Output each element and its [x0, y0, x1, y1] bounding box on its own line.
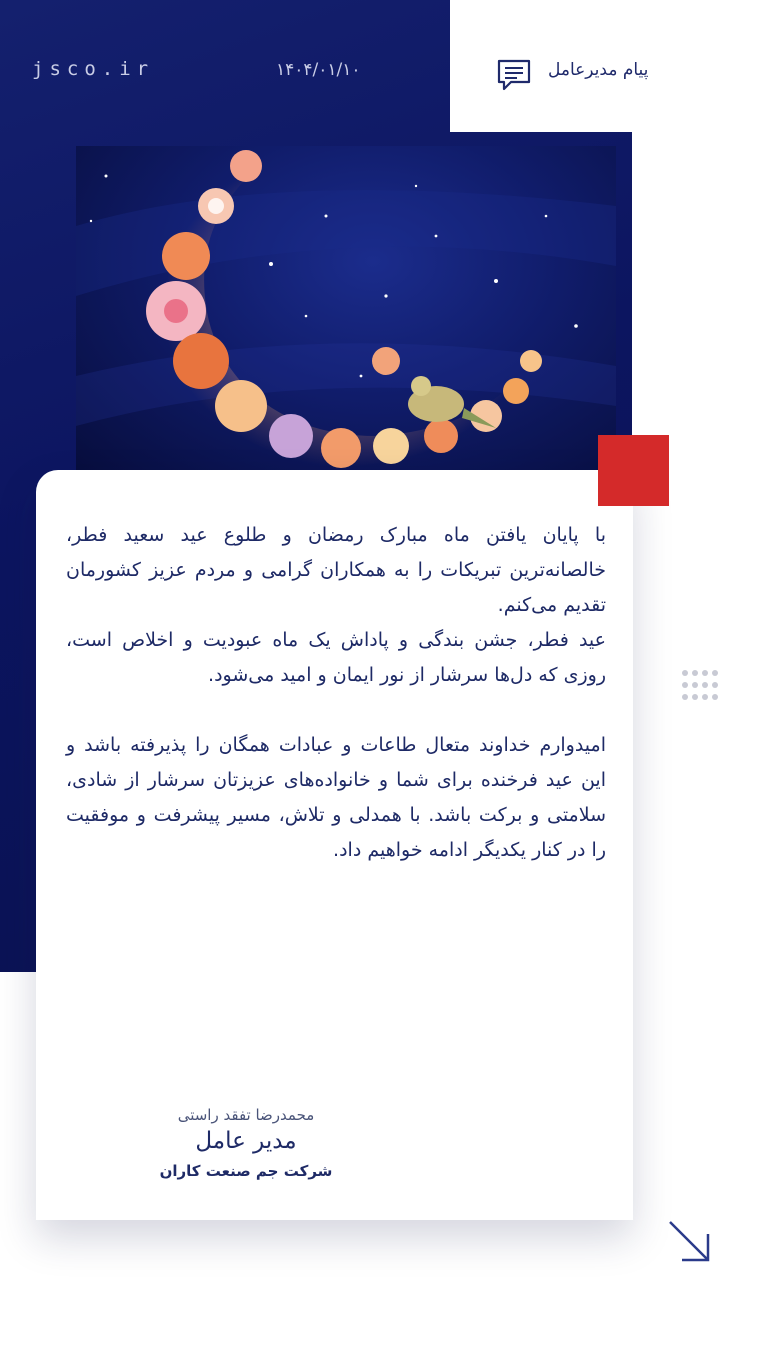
- signature-company: شرکت جم صنعت کاران: [159, 1162, 333, 1180]
- message-paragraph-1: با پایان یافتن ماه مبارک رمضان و طلوع عید سعید فطر، خالصانه‌ترین تبریکات را به همکاران گرامی و مردم عزیز کشورمان تقدیم می‌کنم.: [66, 524, 606, 616]
- eid-crescent-image: [76, 146, 616, 476]
- message-body: [66, 518, 606, 868]
- arrow-down-right-icon[interactable]: [664, 1216, 716, 1268]
- post-date: ۱۴۰۴/۰۱/۱۰: [276, 60, 361, 80]
- site-url[interactable]: jsco.ir: [32, 58, 155, 80]
- chat-message-icon: [495, 56, 533, 94]
- dot-grid-icon: [682, 670, 722, 710]
- message-paragraph-3: امیدوارم خداوند متعال طاعات و عبادات همگان را پذیرفته باشد و این عید فرخنده برای شما و خانواده‌های عزیزتان سرشار از شادی، سلامتی و برکت باشد. با همدلی و تلاش، مسیر پیشرفت و موفقیت را در کنار یکدیگر ادامه خواهیم داد.: [66, 734, 606, 861]
- signature-role: مدیر عامل: [195, 1128, 297, 1154]
- signature-name: محمدرضا تفقد راستی: [177, 1106, 315, 1124]
- page-title: پیام مدیرعامل: [548, 60, 649, 80]
- message-paragraph-2: عید فطر، جشن بندگی و پاداش یک ماه عبودیت و اخلاص است، روزی که دل‌ها سرشار از نور ایمان و امید می‌شود.: [66, 629, 606, 686]
- red-accent-square: [598, 435, 669, 506]
- message-card: [36, 470, 633, 1220]
